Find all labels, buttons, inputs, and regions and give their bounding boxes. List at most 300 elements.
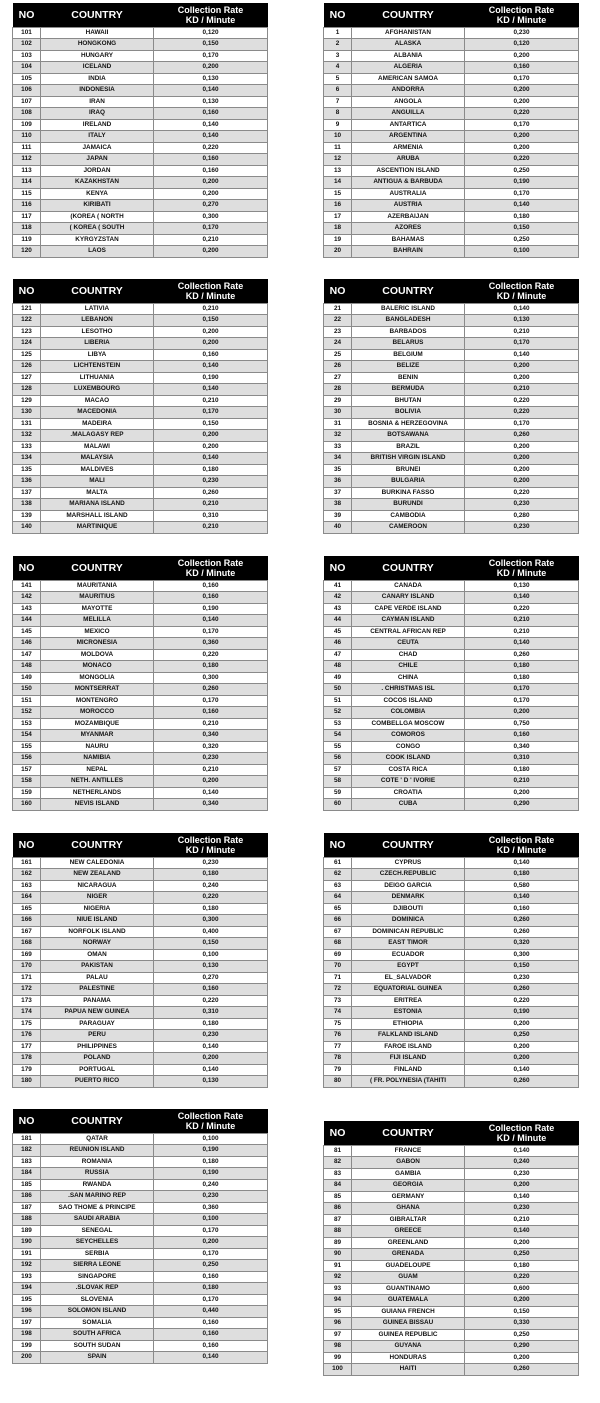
cell-rate: 0,140	[154, 1041, 268, 1053]
cell-no: 1	[324, 27, 352, 39]
table-header-row	[324, 3, 579, 27]
header-country: COUNTRY	[41, 3, 154, 27]
table-row	[324, 672, 579, 684]
header-country: COUNTRY	[41, 556, 154, 580]
cell-no: 98	[324, 1341, 352, 1353]
cell-country: GREECE	[352, 1226, 465, 1238]
cell-rate: 0,200	[154, 430, 268, 442]
cell-rate: 0,250	[465, 1249, 579, 1261]
cell-country: ECUADOR	[352, 949, 465, 961]
cell-no: 156	[13, 753, 41, 765]
cell-country: HUNGARY	[41, 50, 154, 62]
cell-rate: 0,120	[154, 27, 268, 39]
cell-country: GUADELOUPE	[352, 1260, 465, 1272]
cell-no: 140	[13, 522, 41, 534]
cell-country: ETHIOPIA	[352, 1018, 465, 1030]
cell-rate: 0,200	[465, 96, 579, 108]
cell-rate: 0,250	[465, 234, 579, 246]
cell-no: 68	[324, 938, 352, 950]
cell-country: BURKINA FASSO	[352, 487, 465, 499]
cell-no: 164	[13, 892, 41, 904]
table-row	[13, 787, 268, 799]
cell-country: ANGUILLA	[352, 108, 465, 120]
cell-rate: 0,310	[154, 1007, 268, 1019]
cell-country: JORDAN	[41, 165, 154, 177]
cell-rate: 0,230	[465, 522, 579, 534]
cell-rate: 0,220	[154, 892, 268, 904]
cell-country: OMAN	[41, 949, 154, 961]
cell-no: 128	[13, 384, 41, 396]
cell-rate: 0,230	[465, 972, 579, 984]
cell-country: SAO THOME & PRINCIPE	[41, 1202, 154, 1214]
table-row	[13, 131, 268, 143]
table-row	[13, 592, 268, 604]
table-row	[13, 684, 268, 696]
cell-rate: 0,130	[154, 961, 268, 973]
cell-no: 97	[324, 1329, 352, 1341]
cell-rate: 0,250	[465, 165, 579, 177]
cell-no: 51	[324, 695, 352, 707]
header-rate-line1: Collection Rate	[177, 280, 244, 291]
table-row	[324, 1180, 579, 1192]
header-no: NO	[13, 1109, 41, 1133]
table-row	[324, 154, 579, 166]
table-row	[13, 96, 268, 108]
cell-country: COLOMBIA	[352, 707, 465, 719]
cell-country: CONGO	[352, 741, 465, 753]
cell-country: KENYA	[41, 188, 154, 200]
table-row	[13, 1202, 268, 1214]
rate-table	[12, 833, 268, 1088]
table-row	[324, 1329, 579, 1341]
table-row	[324, 234, 579, 246]
cell-country: AFGHANISTAN	[352, 27, 465, 39]
table-row	[13, 903, 268, 915]
cell-country: GIBRALTAR	[352, 1214, 465, 1226]
cell-country: SOLOMON ISLAND	[41, 1306, 154, 1318]
table-row	[13, 510, 268, 522]
cell-no: 8	[324, 108, 352, 120]
table-row	[13, 1007, 268, 1019]
cell-country: CUBA	[352, 799, 465, 811]
cell-no: 138	[13, 499, 41, 511]
cell-rate: 0,180	[154, 903, 268, 915]
cell-no: 42	[324, 592, 352, 604]
table-row	[13, 695, 268, 707]
cell-no: 23	[324, 326, 352, 338]
table-row	[324, 1076, 579, 1088]
table-row	[324, 753, 579, 765]
header-rate-line2: KD / Minute	[496, 290, 547, 301]
cell-country: BURUNDI	[352, 499, 465, 511]
cell-no: 148	[13, 661, 41, 673]
cell-no: 49	[324, 672, 352, 684]
cell-country: JAMAICA	[41, 142, 154, 154]
cell-no: 154	[13, 730, 41, 742]
cell-rate: 0,330	[465, 1318, 579, 1330]
cell-no: 53	[324, 718, 352, 730]
table-row	[324, 1053, 579, 1065]
cell-no: 80	[324, 1076, 352, 1088]
cell-no: 116	[13, 200, 41, 212]
cell-country: COOK ISLAND	[352, 753, 465, 765]
cell-country: MONTSERRAT	[41, 684, 154, 696]
cell-country: ANTIGUA & BARBUDA	[352, 177, 465, 189]
cell-country: MICRONESIA	[41, 638, 154, 650]
cell-no: 72	[324, 984, 352, 996]
table-row	[13, 753, 268, 765]
table-row	[13, 1145, 268, 1157]
cell-country: MALAYSIA	[41, 453, 154, 465]
cell-no: 38	[324, 499, 352, 511]
cell-rate: 0,160	[154, 580, 268, 592]
table-row	[324, 730, 579, 742]
cell-no: 57	[324, 764, 352, 776]
cell-rate: 0,140	[154, 119, 268, 131]
cell-no: 175	[13, 1018, 41, 1030]
header-collection-rate	[154, 556, 268, 580]
table-row	[324, 211, 579, 223]
cell-rate: 0,180	[465, 672, 579, 684]
cell-no: 194	[13, 1283, 41, 1295]
cell-no: 129	[13, 395, 41, 407]
cell-country: PALESTINE	[41, 984, 154, 996]
cell-rate: 0,140	[465, 857, 579, 869]
cell-no: 196	[13, 1306, 41, 1318]
table-row	[324, 108, 579, 120]
cell-country: LUXEMBOURG	[41, 384, 154, 396]
cell-country: NETH. ANTILLES	[41, 776, 154, 788]
header-rate-line1: Collection Rate	[488, 1122, 555, 1133]
cell-rate: 0,300	[154, 915, 268, 927]
cell-rate: 0,300	[465, 949, 579, 961]
cell-rate: 0,260	[465, 1364, 579, 1376]
table-header-row	[324, 279, 579, 303]
cell-country: BOTSAWANA	[352, 430, 465, 442]
cell-no: 39	[324, 510, 352, 522]
cell-no: 37	[324, 487, 352, 499]
cell-no: 15	[324, 188, 352, 200]
header-collection-rate	[154, 279, 268, 303]
cell-no: 188	[13, 1214, 41, 1226]
cell-country: NEW CALEDONIA	[41, 857, 154, 869]
cell-no: 81	[324, 1145, 352, 1157]
cell-country: HAITI	[352, 1364, 465, 1376]
cell-country: SOUTH AFRICA	[41, 1329, 154, 1341]
cell-country: LITHUANIA	[41, 372, 154, 384]
cell-country: ERITREA	[352, 995, 465, 1007]
cell-no: 161	[13, 857, 41, 869]
cell-no: 43	[324, 603, 352, 615]
table-row	[13, 799, 268, 811]
cell-rate: 0,260	[465, 984, 579, 996]
rate-table	[12, 279, 268, 534]
table-row	[324, 580, 579, 592]
cell-rate: 0,220	[465, 407, 579, 419]
header-no: NO	[13, 833, 41, 857]
header-country: COUNTRY	[352, 279, 465, 303]
cell-country: BELARUS	[352, 338, 465, 350]
table-row	[13, 1225, 268, 1237]
table-row	[324, 880, 579, 892]
cell-rate: 0,130	[465, 580, 579, 592]
cell-country: MELILLA	[41, 615, 154, 627]
table-row	[13, 1133, 268, 1145]
table-row	[13, 211, 268, 223]
cell-no: 17	[324, 211, 352, 223]
cell-no: 131	[13, 418, 41, 430]
table-row	[13, 1214, 268, 1226]
table-row	[13, 188, 268, 200]
table-header-row	[13, 833, 268, 857]
table-row	[324, 1306, 579, 1318]
cell-no: 16	[324, 200, 352, 212]
cell-rate: 0,260	[465, 649, 579, 661]
cell-no: 102	[13, 39, 41, 51]
table-row	[324, 1272, 579, 1284]
cell-rate: 0,190	[465, 1007, 579, 1019]
cell-country: BRITISH VIRGIN ISLAND	[352, 453, 465, 465]
cell-rate: 0,200	[465, 453, 579, 465]
cell-no: 4	[324, 62, 352, 74]
cell-no: 165	[13, 903, 41, 915]
cell-rate: 0,300	[154, 672, 268, 684]
cell-no: 56	[324, 753, 352, 765]
cell-rate: 0,160	[154, 1271, 268, 1283]
table-row	[13, 638, 268, 650]
cell-country: NICARAGUA	[41, 880, 154, 892]
cell-rate: 0,260	[465, 915, 579, 927]
cell-country: LATIVIA	[41, 303, 154, 315]
table-row	[324, 787, 579, 799]
cell-country: POLAND	[41, 1053, 154, 1065]
cell-no: 31	[324, 418, 352, 430]
table-row	[13, 1294, 268, 1306]
table-row	[13, 1271, 268, 1283]
table-row	[13, 522, 268, 534]
cell-no: 33	[324, 441, 352, 453]
cell-rate: 0,150	[154, 938, 268, 950]
cell-country: AMERICAN SAMOA	[352, 73, 465, 85]
cell-country: FAROE ISLAND	[352, 1041, 465, 1053]
header-rate-line1: Collection Rate	[177, 4, 244, 15]
cell-rate: 0,100	[154, 1214, 268, 1226]
cell-country: DOMINICAN REPUBLIC	[352, 926, 465, 938]
rate-table	[12, 1109, 268, 1364]
cell-rate: 0,140	[465, 1191, 579, 1203]
table-row	[324, 430, 579, 442]
cell-rate: 0,260	[465, 926, 579, 938]
cell-no: 50	[324, 684, 352, 696]
table-row	[13, 464, 268, 476]
cell-rate: 0,220	[465, 487, 579, 499]
table-row	[13, 961, 268, 973]
table-row	[324, 441, 579, 453]
table-row	[13, 857, 268, 869]
cell-rate: 0,170	[154, 50, 268, 62]
cell-no: 144	[13, 615, 41, 627]
cell-country: CZECH.REPUBLIC	[352, 869, 465, 881]
cell-country: NEVIS ISLAND	[41, 799, 154, 811]
table-row	[13, 580, 268, 592]
cell-rate: 0,400	[154, 926, 268, 938]
cell-rate: 0,150	[465, 961, 579, 973]
cell-no: 125	[13, 349, 41, 361]
cell-no: 104	[13, 62, 41, 74]
cell-rate: 0,160	[154, 108, 268, 120]
table-row	[324, 407, 579, 419]
cell-no: 115	[13, 188, 41, 200]
cell-country: KIRIBATI	[41, 200, 154, 212]
table-row	[324, 50, 579, 62]
table-row	[13, 499, 268, 511]
table-row	[13, 1329, 268, 1341]
cell-no: 136	[13, 476, 41, 488]
cell-rate: 0,200	[465, 85, 579, 97]
table-row	[13, 441, 268, 453]
cell-rate: 0,210	[465, 326, 579, 338]
header-rate-line2: KD / Minute	[185, 14, 236, 25]
cell-country: SEYCHELLES	[41, 1237, 154, 1249]
table-row	[13, 39, 268, 51]
cell-no: 90	[324, 1249, 352, 1261]
header-collection-rate	[154, 833, 268, 857]
cell-no: 45	[324, 626, 352, 638]
header-rate-line2: KD / Minute	[185, 1120, 236, 1131]
cell-no: 36	[324, 476, 352, 488]
table-row	[13, 303, 268, 315]
cell-country: HONDURAS	[352, 1352, 465, 1364]
cell-no: 55	[324, 741, 352, 753]
cell-country: GABON	[352, 1157, 465, 1169]
cell-no: 2	[324, 39, 352, 51]
cell-country: REUNION ISLAND	[41, 1145, 154, 1157]
header-rate-line1: Collection Rate	[488, 834, 555, 845]
cell-country: PERU	[41, 1030, 154, 1042]
cell-country: ANGOLA	[352, 96, 465, 108]
cell-country: EL_SALVADOR	[352, 972, 465, 984]
cell-no: 11	[324, 142, 352, 154]
cell-country: ICELAND	[41, 62, 154, 74]
cell-country: AUSTRIA	[352, 200, 465, 212]
cell-no: 82	[324, 1157, 352, 1169]
cell-rate: 0,210	[154, 764, 268, 776]
cell-country: NEPAL	[41, 764, 154, 776]
table-row	[324, 626, 579, 638]
cell-rate: 0,160	[154, 592, 268, 604]
cell-no: 70	[324, 961, 352, 973]
cell-no: 191	[13, 1248, 41, 1260]
cell-country: FINLAND	[352, 1064, 465, 1076]
table-row	[13, 73, 268, 85]
cell-country: LESOTHO	[41, 326, 154, 338]
cell-country: INDONESIA	[41, 85, 154, 97]
table-row	[324, 1226, 579, 1238]
cell-rate: 0,140	[154, 85, 268, 97]
cell-no: 95	[324, 1306, 352, 1318]
cell-no: 73	[324, 995, 352, 1007]
table-header-row	[13, 279, 268, 303]
cell-no: 187	[13, 1202, 41, 1214]
cell-rate: 0,170	[154, 1225, 268, 1237]
table-row	[324, 326, 579, 338]
table-row	[324, 903, 579, 915]
cell-country: MACEDONIA	[41, 407, 154, 419]
cell-no: 158	[13, 776, 41, 788]
rate-table	[323, 833, 579, 1088]
table-row	[13, 315, 268, 327]
cell-no: 67	[324, 926, 352, 938]
header-rate-line2: KD / Minute	[496, 14, 547, 25]
table-row	[13, 119, 268, 131]
table-row	[324, 857, 579, 869]
cell-country: . CHRISTMAS ISL	[352, 684, 465, 696]
table-row	[324, 1214, 579, 1226]
cell-no: 113	[13, 165, 41, 177]
cell-country: CHILE	[352, 661, 465, 673]
table-row	[324, 949, 579, 961]
table-row	[13, 1076, 268, 1088]
cell-country: CAYMAN ISLAND	[352, 615, 465, 627]
cell-no: 192	[13, 1260, 41, 1272]
table-row	[324, 1260, 579, 1272]
cell-rate: 0,280	[465, 510, 579, 522]
cell-country: KAZAKHSTAN	[41, 177, 154, 189]
cell-country: BRUNEI	[352, 464, 465, 476]
table-row	[13, 672, 268, 684]
cell-no: 149	[13, 672, 41, 684]
cell-rate: 0,200	[465, 142, 579, 154]
cell-rate: 0,360	[154, 1202, 268, 1214]
cell-rate: 0,300	[154, 211, 268, 223]
table-row	[324, 96, 579, 108]
cell-country: BELGIUM	[352, 349, 465, 361]
cell-rate: 0,180	[465, 211, 579, 223]
header-rate-line2: KD / Minute	[496, 1132, 547, 1143]
table-row	[13, 338, 268, 350]
cell-country: GEORGIA	[352, 1180, 465, 1192]
table-row	[324, 510, 579, 522]
cell-rate: 0,200	[465, 372, 579, 384]
cell-country: MALI	[41, 476, 154, 488]
cell-rate: 0,230	[154, 753, 268, 765]
cell-no: 100	[324, 1364, 352, 1376]
header-collection-rate	[154, 3, 268, 27]
table-row	[324, 661, 579, 673]
cell-rate: 0,230	[154, 476, 268, 488]
cell-no: 88	[324, 1226, 352, 1238]
cell-rate: 0,210	[465, 615, 579, 627]
cell-rate: 0,170	[465, 695, 579, 707]
cell-rate: 0,240	[154, 1179, 268, 1191]
cell-rate: 0,210	[154, 499, 268, 511]
header-rate-line1: Collection Rate	[488, 557, 555, 568]
table-row	[13, 972, 268, 984]
cell-country: MARSHALL ISLAND	[41, 510, 154, 522]
cell-no: 21	[324, 303, 352, 315]
cell-rate: 0,220	[465, 154, 579, 166]
table-row	[13, 453, 268, 465]
table-row	[13, 62, 268, 74]
cell-country: SPAIN	[41, 1352, 154, 1364]
cell-country: LEBANON	[41, 315, 154, 327]
cell-country: FRANCE	[352, 1145, 465, 1157]
cell-country: RWANDA	[41, 1179, 154, 1191]
cell-rate: 0,190	[154, 1145, 268, 1157]
table-row	[324, 418, 579, 430]
cell-rate: 0,200	[465, 1180, 579, 1192]
cell-rate: 0,240	[154, 880, 268, 892]
